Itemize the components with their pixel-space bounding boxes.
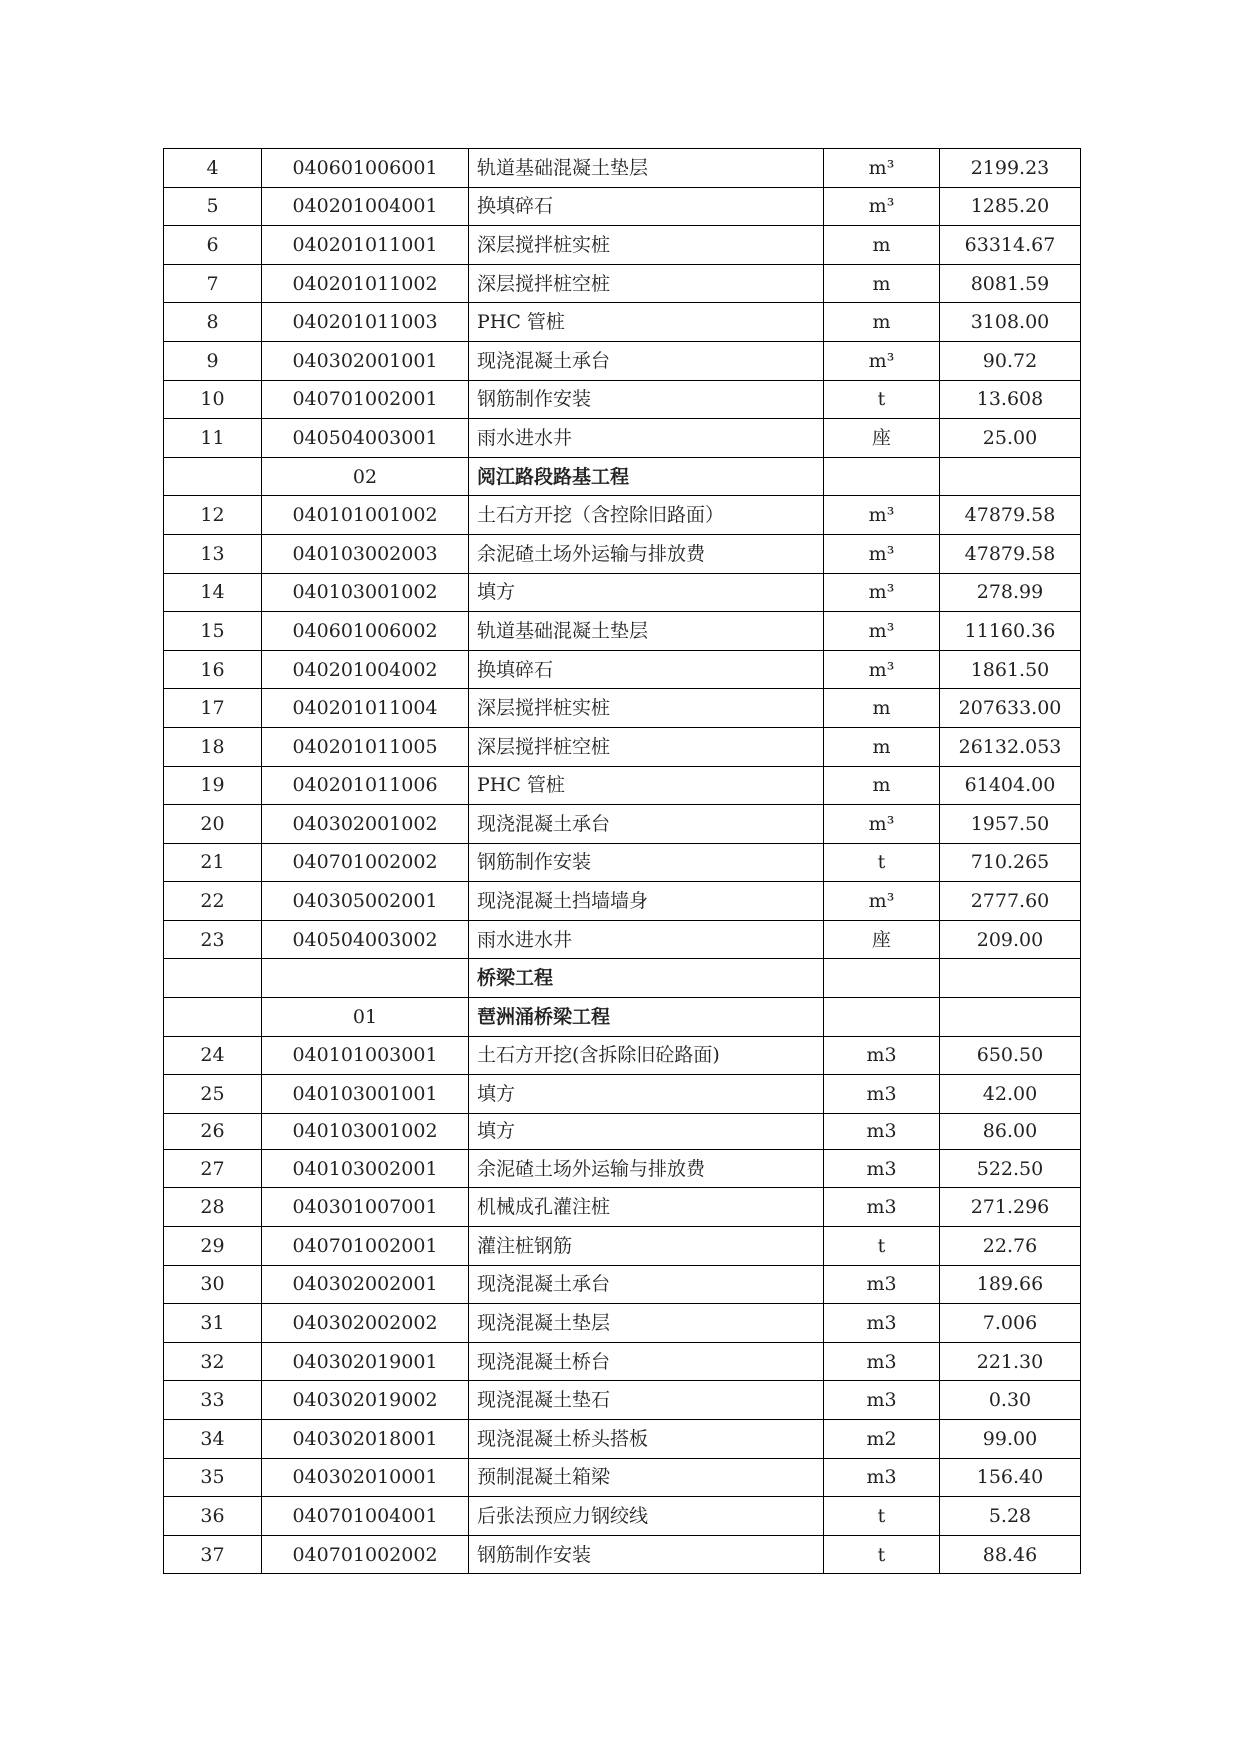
table-row — [164, 1188, 1081, 1227]
cell-item-name: 现浇混凝土承台 — [469, 805, 824, 844]
cell-quantity: 2199.23 — [940, 149, 1081, 188]
cell-item-code: 02 — [262, 457, 469, 496]
cell-quantity: 11160.36 — [940, 612, 1081, 651]
cell-item-number: 4 — [164, 149, 262, 188]
cell-item-name: 土石方开挖(含拆除旧砼路面) — [469, 1036, 824, 1075]
table-row — [164, 882, 1081, 921]
table-row — [164, 1535, 1081, 1574]
cell-unit — [824, 998, 940, 1037]
cell-item-code: 040504003002 — [262, 920, 469, 959]
cell-item-number: 37 — [164, 1535, 262, 1574]
cell-item-number: 12 — [164, 496, 262, 535]
table-row — [164, 843, 1081, 882]
cell-quantity: 13.608 — [940, 380, 1081, 419]
cell-item-number: 16 — [164, 650, 262, 689]
cell-item-code: 040201004001 — [262, 187, 469, 226]
cell-item-code — [262, 959, 469, 998]
cell-unit: m³ — [824, 341, 940, 380]
cell-item-code: 040103002003 — [262, 534, 469, 573]
table-row — [164, 689, 1081, 728]
cell-item-name: 雨水进水井 — [469, 920, 824, 959]
cell-item-name: 余泥碴土场外运输与排放费 — [469, 1149, 824, 1188]
table-row — [164, 380, 1081, 419]
cell-unit: m3 — [824, 1113, 940, 1149]
cell-item-name: 现浇混凝土垫层 — [469, 1304, 824, 1343]
cell-unit: m3 — [824, 1149, 940, 1188]
table-row — [164, 1304, 1081, 1343]
cell-item-code: 040201011002 — [262, 264, 469, 303]
table-row — [164, 264, 1081, 303]
table-row — [164, 341, 1081, 380]
cell-item-number: 22 — [164, 882, 262, 921]
section-header-row — [164, 457, 1081, 496]
table-row — [164, 766, 1081, 805]
cell-item-code: 040302019001 — [262, 1342, 469, 1381]
cell-unit: m³ — [824, 187, 940, 226]
cell-unit: t — [824, 1535, 940, 1574]
cell-unit: t — [824, 380, 940, 419]
cell-item-number — [164, 457, 262, 496]
cell-item-number: 15 — [164, 612, 262, 651]
table-row — [164, 1075, 1081, 1114]
cell-item-number — [164, 959, 262, 998]
cell-unit: m — [824, 264, 940, 303]
cell-item-name: 钢筋制作安装 — [469, 1535, 824, 1574]
cell-item-code: 040701004001 — [262, 1497, 469, 1536]
cell-item-number: 31 — [164, 1304, 262, 1343]
cell-item-code: 040305002001 — [262, 882, 469, 921]
cell-unit: t — [824, 843, 940, 882]
cell-item-number: 8 — [164, 303, 262, 342]
table-row — [164, 303, 1081, 342]
cell-unit: t — [824, 1227, 940, 1266]
cell-unit: m2 — [824, 1420, 940, 1459]
cell-item-name: PHC 管桩 — [469, 303, 824, 342]
cell-quantity: 650.50 — [940, 1036, 1081, 1075]
table-row — [164, 1113, 1081, 1149]
cell-unit: m3 — [824, 1265, 940, 1304]
table-row — [164, 1149, 1081, 1188]
table-row — [164, 1381, 1081, 1420]
table-row — [164, 650, 1081, 689]
cell-item-number: 33 — [164, 1381, 262, 1420]
cell-unit: t — [824, 1497, 940, 1536]
cell-item-name: 现浇混凝土承台 — [469, 341, 824, 380]
cell-item-code: 040302001002 — [262, 805, 469, 844]
section-header-row — [164, 998, 1081, 1037]
cell-quantity: 271.296 — [940, 1188, 1081, 1227]
table-row — [164, 1458, 1081, 1497]
cell-item-code: 040302001001 — [262, 341, 469, 380]
cell-item-number: 25 — [164, 1075, 262, 1114]
table-row — [164, 1036, 1081, 1075]
cell-item-name: 现浇混凝土桥台 — [469, 1342, 824, 1381]
cell-item-name: 填方 — [469, 1075, 824, 1114]
cell-item-name: 现浇混凝土垫石 — [469, 1381, 824, 1420]
cell-item-name: 雨水进水井 — [469, 419, 824, 458]
table-row — [164, 1497, 1081, 1536]
cell-quantity: 710.265 — [940, 843, 1081, 882]
cell-item-code: 040302019002 — [262, 1381, 469, 1420]
cell-item-code: 040301007001 — [262, 1188, 469, 1227]
cell-quantity: 86.00 — [940, 1113, 1081, 1149]
cell-unit: m³ — [824, 534, 940, 573]
table-row — [164, 727, 1081, 766]
cell-item-code: 040201004002 — [262, 650, 469, 689]
cell-item-name: 灌注桩钢筋 — [469, 1227, 824, 1266]
cell-item-name: 现浇混凝土桥头搭板 — [469, 1420, 824, 1459]
cell-item-number: 32 — [164, 1342, 262, 1381]
table-row — [164, 226, 1081, 265]
cell-quantity: 90.72 — [940, 341, 1081, 380]
table-row — [164, 1265, 1081, 1304]
table-row — [164, 534, 1081, 573]
cell-item-number: 14 — [164, 573, 262, 612]
cell-quantity: 0.30 — [940, 1381, 1081, 1420]
cell-item-number: 20 — [164, 805, 262, 844]
cell-quantity: 25.00 — [940, 419, 1081, 458]
cell-item-name: 深层搅拌桩空桩 — [469, 727, 824, 766]
cell-unit: m3 — [824, 1075, 940, 1114]
cell-item-number: 21 — [164, 843, 262, 882]
table-row — [164, 1342, 1081, 1381]
cell-item-name: 深层搅拌桩空桩 — [469, 264, 824, 303]
cell-item-code: 040201011001 — [262, 226, 469, 265]
section-header-row — [164, 959, 1081, 998]
cell-item-name: 填方 — [469, 1113, 824, 1149]
cell-unit: m3 — [824, 1304, 940, 1343]
cell-item-code: 040701002002 — [262, 843, 469, 882]
cell-item-code: 040701002002 — [262, 1535, 469, 1574]
cell-quantity: 7.006 — [940, 1304, 1081, 1343]
cell-item-code: 040701002001 — [262, 380, 469, 419]
cell-item-name: 深层搅拌桩实桩 — [469, 689, 824, 728]
cell-item-name: 换填碎石 — [469, 187, 824, 226]
cell-quantity: 1861.50 — [940, 650, 1081, 689]
cell-item-name: 阅江路段路基工程 — [469, 457, 824, 496]
cell-unit — [824, 457, 940, 496]
cell-unit: m — [824, 766, 940, 805]
cell-item-code: 040201011005 — [262, 727, 469, 766]
cell-item-name: 换填碎石 — [469, 650, 824, 689]
cell-item-code: 040101001002 — [262, 496, 469, 535]
cell-item-number: 10 — [164, 380, 262, 419]
cell-item-number: 18 — [164, 727, 262, 766]
table-row — [164, 419, 1081, 458]
cell-unit: m3 — [824, 1381, 940, 1420]
cell-unit: m3 — [824, 1458, 940, 1497]
cell-quantity: 207633.00 — [940, 689, 1081, 728]
cell-item-number: 17 — [164, 689, 262, 728]
cell-item-code: 040103001002 — [262, 1113, 469, 1149]
cell-item-name: 填方 — [469, 573, 824, 612]
cell-quantity: 209.00 — [940, 920, 1081, 959]
cell-item-name: 预制混凝土箱梁 — [469, 1458, 824, 1497]
cell-item-code: 040103001001 — [262, 1075, 469, 1114]
cell-item-number: 28 — [164, 1188, 262, 1227]
cell-item-number: 35 — [164, 1458, 262, 1497]
cell-item-name: 现浇混凝土挡墙墙身 — [469, 882, 824, 921]
cell-quantity: 42.00 — [940, 1075, 1081, 1114]
cell-unit — [824, 959, 940, 998]
cell-item-code: 040601006001 — [262, 149, 469, 188]
cell-item-number: 23 — [164, 920, 262, 959]
cell-item-code: 040201011004 — [262, 689, 469, 728]
cell-item-code: 040701002001 — [262, 1227, 469, 1266]
cell-item-name: 桥梁工程 — [469, 959, 824, 998]
cell-unit: m — [824, 727, 940, 766]
cell-quantity: 99.00 — [940, 1420, 1081, 1459]
cell-item-name: 机械成孔灌注桩 — [469, 1188, 824, 1227]
cell-unit: m³ — [824, 573, 940, 612]
table-row — [164, 496, 1081, 535]
cell-quantity: 3108.00 — [940, 303, 1081, 342]
cell-item-number: 13 — [164, 534, 262, 573]
table-row — [164, 1227, 1081, 1266]
cell-item-code: 040201011006 — [262, 766, 469, 805]
cell-item-code: 040201011003 — [262, 303, 469, 342]
cell-unit: m³ — [824, 882, 940, 921]
cell-item-code: 040302018001 — [262, 1420, 469, 1459]
cell-quantity: 63314.67 — [940, 226, 1081, 265]
cell-quantity: 189.66 — [940, 1265, 1081, 1304]
cell-item-code: 040103001002 — [262, 573, 469, 612]
cell-item-code: 01 — [262, 998, 469, 1037]
cell-quantity: 1285.20 — [940, 187, 1081, 226]
cell-item-name: 现浇混凝土承台 — [469, 1265, 824, 1304]
table-body — [164, 149, 1081, 1574]
table-row — [164, 920, 1081, 959]
cell-quantity: 47879.58 — [940, 496, 1081, 535]
cell-quantity: 61404.00 — [940, 766, 1081, 805]
cell-item-name: 余泥碴土场外运输与排放费 — [469, 534, 824, 573]
table-row — [164, 149, 1081, 188]
table-row — [164, 805, 1081, 844]
cell-item-number: 34 — [164, 1420, 262, 1459]
cell-quantity: 26132.053 — [940, 727, 1081, 766]
cell-unit: m3 — [824, 1188, 940, 1227]
table-row — [164, 573, 1081, 612]
cell-quantity: 22.76 — [940, 1227, 1081, 1266]
cell-quantity: 278.99 — [940, 573, 1081, 612]
cell-quantity: 1957.50 — [940, 805, 1081, 844]
cell-item-number: 29 — [164, 1227, 262, 1266]
cell-item-code: 040103002001 — [262, 1149, 469, 1188]
cell-item-name: 钢筋制作安装 — [469, 380, 824, 419]
cell-item-code: 040302010001 — [262, 1458, 469, 1497]
cell-unit: m3 — [824, 1036, 940, 1075]
table-row — [164, 1420, 1081, 1459]
cell-item-code: 040302002002 — [262, 1304, 469, 1343]
cell-quantity: 47879.58 — [940, 534, 1081, 573]
cell-quantity — [940, 959, 1081, 998]
cell-item-code: 040101003001 — [262, 1036, 469, 1075]
cell-item-name: 轨道基础混凝土垫层 — [469, 149, 824, 188]
cell-item-number — [164, 998, 262, 1037]
cell-quantity: 2777.60 — [940, 882, 1081, 921]
cell-unit: m — [824, 303, 940, 342]
cell-quantity — [940, 998, 1081, 1037]
cell-item-name: 土石方开挖（含控除旧路面） — [469, 496, 824, 535]
cell-unit: m³ — [824, 149, 940, 188]
cell-unit: m³ — [824, 612, 940, 651]
cell-item-number: 9 — [164, 341, 262, 380]
cell-item-number: 30 — [164, 1265, 262, 1304]
table-row — [164, 612, 1081, 651]
cell-quantity: 5.28 — [940, 1497, 1081, 1536]
cell-item-number: 5 — [164, 187, 262, 226]
bill-of-quantities-table — [163, 148, 1081, 1574]
cell-quantity: 221.30 — [940, 1342, 1081, 1381]
cell-item-number: 7 — [164, 264, 262, 303]
cell-unit: m — [824, 689, 940, 728]
cell-item-number: 27 — [164, 1149, 262, 1188]
cell-quantity: 88.46 — [940, 1535, 1081, 1574]
cell-unit: m³ — [824, 650, 940, 689]
cell-unit: 座 — [824, 419, 940, 458]
cell-item-name: 后张法预应力钢绞线 — [469, 1497, 824, 1536]
cell-item-name: 钢筋制作安装 — [469, 843, 824, 882]
cell-unit: m — [824, 226, 940, 265]
cell-item-code: 040302002001 — [262, 1265, 469, 1304]
cell-item-code: 040504003001 — [262, 419, 469, 458]
cell-unit: m³ — [824, 805, 940, 844]
cell-unit: m³ — [824, 496, 940, 535]
cell-item-number: 26 — [164, 1113, 262, 1149]
cell-unit: 座 — [824, 920, 940, 959]
cell-quantity — [940, 457, 1081, 496]
cell-quantity: 8081.59 — [940, 264, 1081, 303]
cell-quantity: 156.40 — [940, 1458, 1081, 1497]
cell-item-name: 琶洲涌桥梁工程 — [469, 998, 824, 1037]
cell-item-number: 19 — [164, 766, 262, 805]
cell-item-name: 深层搅拌桩实桩 — [469, 226, 824, 265]
cell-quantity: 522.50 — [940, 1149, 1081, 1188]
cell-item-number: 6 — [164, 226, 262, 265]
cell-item-name: PHC 管桩 — [469, 766, 824, 805]
cell-unit: m3 — [824, 1342, 940, 1381]
cell-item-name: 轨道基础混凝土垫层 — [469, 612, 824, 651]
cell-item-code: 040601006002 — [262, 612, 469, 651]
cell-item-number: 36 — [164, 1497, 262, 1536]
cell-item-number: 11 — [164, 419, 262, 458]
table-row — [164, 187, 1081, 226]
cell-item-number: 24 — [164, 1036, 262, 1075]
